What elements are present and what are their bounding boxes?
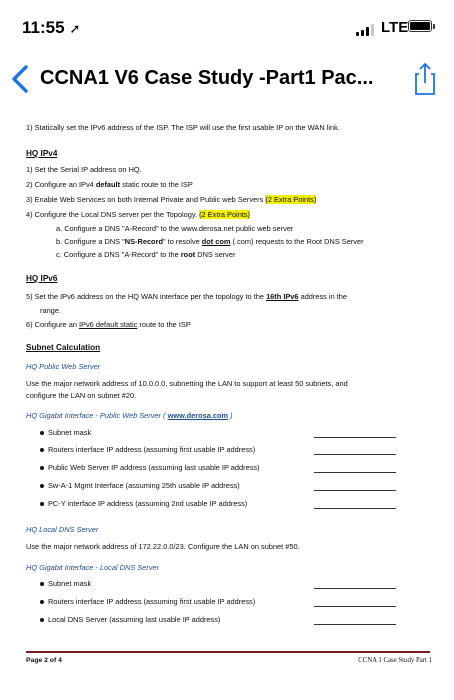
dns-subitem-c: c. Configure a DNS "A-Record" to the root DNS server	[56, 250, 236, 259]
ipv6-item-5: 5) Set the IPv6 address on the HQ WAN interface per the topology to the 16th IPv6 address in the	[26, 292, 348, 301]
local-bullet: Subnet mask	[40, 580, 91, 589]
answer-blank[interactable]	[314, 436, 396, 438]
public-bullet: PC-Y interface IP address (assuming 2nd usable IP address)	[40, 500, 247, 509]
bullet-icon	[40, 502, 44, 506]
public-web-heading: HQ Public Web Server	[26, 362, 101, 371]
page-number: Page 2 of 4	[26, 657, 62, 664]
subnet-calc-heading: Subnet Calculation	[26, 343, 101, 352]
local-bullet: Local DNS Server (assuming last usable IP address)	[40, 616, 220, 625]
bullet-icon	[40, 582, 44, 586]
bullet-icon	[40, 600, 44, 604]
back-button[interactable]	[6, 60, 36, 98]
public-bullet: Sw-A-1 Mgmt Interface (assuming 25th usable IP address)	[40, 482, 240, 491]
local-bullet: Routers interface IP address (assuming first usable IP address)	[40, 598, 255, 607]
hq-ipv6-heading: HQ IPv6	[26, 274, 58, 283]
network-type: LTE	[381, 19, 409, 36]
ipv4-item-4: 4) Configure the Local DNS server per the Topology. (2 Extra Points)	[26, 210, 251, 219]
ipv6-item-6: 6) Configure an IPv6 default static route to the ISP	[26, 320, 191, 329]
location-arrow-icon: ➚	[69, 21, 81, 36]
answer-blank[interactable]	[314, 623, 396, 625]
public-bullet: Routers interface IP address (assuming first usable IP address)	[40, 446, 255, 455]
navigation-bar	[0, 56, 454, 104]
public-bullet: Subnet mask	[40, 429, 91, 438]
battery-icon	[408, 20, 432, 32]
answer-blank[interactable]	[314, 605, 396, 607]
public-web-text-1: Use the major network address of 10.0.0.0, subnetting the LAN to support at least 50 subnets, and	[26, 379, 348, 388]
dns-subitem-a: a. Configure a DNS "A-Record" to the www.derosa.net public web server	[56, 224, 294, 233]
intro-text: 1) Statically set the IPv6 address of the ISP. The ISP will use the first usable IP on the WAN link.	[26, 123, 340, 132]
ipv4-item-3: 3) Enable Web Services on both Internal Private and Public web Servers (2 Extra Points)	[26, 195, 317, 204]
derosa-link[interactable]: www.derosa.com	[167, 411, 229, 420]
share-button[interactable]	[410, 61, 440, 97]
answer-blank[interactable]	[314, 587, 396, 589]
extra-points-highlight: (2 Extra Points)	[199, 210, 251, 219]
status-bar	[0, 0, 454, 52]
public-web-text-2: configure the LAN on subnet #20.	[26, 391, 137, 400]
gig-public-heading: HQ Gigabit Interface - Public Web Server ( www.derosa.com )	[26, 411, 233, 420]
local-dns-text: Use the major network address of 172.22.0.0/23. Configure the LAN on subnet #50.	[26, 542, 300, 551]
battery-tip	[433, 24, 435, 29]
status-time: 11:55 ➚	[22, 18, 81, 37]
hq-ipv4-heading: HQ IPv4	[26, 149, 58, 158]
answer-blank[interactable]	[314, 507, 396, 509]
bullet-icon	[40, 466, 44, 470]
extra-points-highlight: (2 Extra Points)	[265, 195, 317, 204]
answer-blank[interactable]	[314, 471, 396, 473]
ipv6-item-5-cont: range.	[40, 306, 61, 315]
answer-blank[interactable]	[314, 489, 396, 491]
signal-strength-icon	[356, 24, 374, 36]
ipv4-item-1: 1) Set the Serial IP address on HQ.	[26, 165, 142, 174]
dns-subitem-b: b. Configure a DNS "NS-Record" to resolve dot com (.com) requests to the Root DNS Server	[56, 237, 364, 246]
bullet-icon	[40, 431, 44, 435]
document-title: CCNA1 V6 Case Study -Part1 Pac...	[40, 67, 374, 89]
footer-divider	[26, 651, 430, 653]
local-dns-heading: HQ Local DNS Server	[26, 525, 99, 534]
public-bullet: Public Web Server IP address (assuming last usable IP address)	[40, 464, 260, 473]
chevron-left-icon	[6, 60, 36, 98]
ipv4-item-2: 2) Configure an IPv4 default static route to the ISP	[26, 180, 193, 189]
gig-local-heading: HQ Gigabit Interface - Local DNS Server	[26, 563, 160, 572]
bullet-icon	[40, 448, 44, 452]
share-icon	[410, 61, 440, 97]
bullet-icon	[40, 484, 44, 488]
pdf-page[interactable]	[10, 108, 444, 700]
answer-blank[interactable]	[314, 453, 396, 455]
bullet-icon	[40, 618, 44, 622]
footer-title: CCNA 1 Case Study Part 1	[358, 657, 432, 664]
